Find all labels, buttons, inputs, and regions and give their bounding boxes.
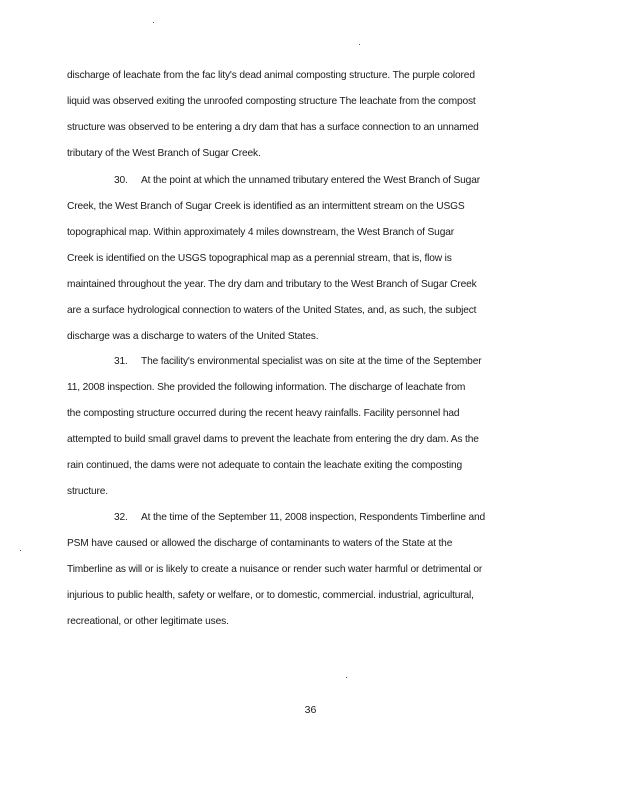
text-line: attempted to build small gravel dams to prevent the leachate from entering the dry dam. As the	[67, 434, 479, 445]
text-line: rain continued, the dams were not adequate to contain the leachate exiting the composting	[67, 460, 462, 471]
scan-speck	[20, 550, 21, 551]
text-line: PSM have caused or allowed the discharge of contaminants to waters of the State at the	[67, 538, 453, 549]
scan-speck	[346, 677, 347, 678]
paragraph-number: 32.	[114, 512, 128, 523]
page-number: 36	[304, 704, 317, 716]
text-line: Timberline as will or is likely to create a nuisance or render such water harmful or detrimental or	[67, 564, 483, 575]
text-line: tributary of the West Branch of Sugar Creek.	[67, 148, 261, 159]
text-line-body: The facility's environmental specialist was on site at the time of the September	[141, 356, 482, 367]
scan-speck	[359, 44, 360, 45]
text-line: liquid was observed exiting the unroofed composting structure The leachate from the compost	[67, 96, 476, 107]
paragraph-number: 30.	[114, 175, 128, 186]
text-line: are a surface hydrological connection to waters of the United States, and, as such, the subject	[67, 305, 477, 316]
paragraph-number: 31.	[114, 356, 128, 367]
text-line: the composting structure occurred during the recent heavy rainfalls. Facility personnel had	[67, 408, 460, 419]
text-line	[114, 174, 480, 188]
text-line: discharge was a discharge to waters of the United States.	[67, 331, 319, 342]
text-line: 11, 2008 inspection. She provided the following information. The discharge of leachate from	[67, 382, 466, 393]
text-line: structure.	[67, 486, 108, 497]
text-line	[114, 355, 481, 369]
text-line: recreational, or other legitimate uses.	[67, 616, 229, 627]
text-line: injurious to public health, safety or welfare, or to domestic, commercial. industrial, agricultural,	[67, 590, 474, 601]
text-line: Creek, the West Branch of Sugar Creek is identified as an intermittent stream on the USGS	[67, 201, 465, 212]
text-line	[114, 511, 485, 525]
text-line-body: At the point at which the unnamed tributary entered the West Branch of Sugar	[141, 175, 480, 186]
text-line: structure was observed to be entering a dry dam that has a surface connection to an unnamed	[67, 122, 479, 133]
text-line: Creek is identified on the USGS topographical map as a perennial stream, that is, flow is	[67, 253, 452, 264]
text-line-body: At the time of the September 11, 2008 inspection, Respondents Timberline and	[141, 512, 486, 523]
text-line: maintained throughout the year. The dry dam and tributary to the West Branch of Sugar Creek	[67, 279, 477, 290]
text-line: topographical map. Within approximately 4 miles downstream, the West Branch of Sugar	[67, 227, 454, 238]
scan-speck	[153, 22, 154, 23]
text-line: discharge of leachate from the fac lity's dead animal composting structure. The purple colored	[67, 70, 475, 81]
